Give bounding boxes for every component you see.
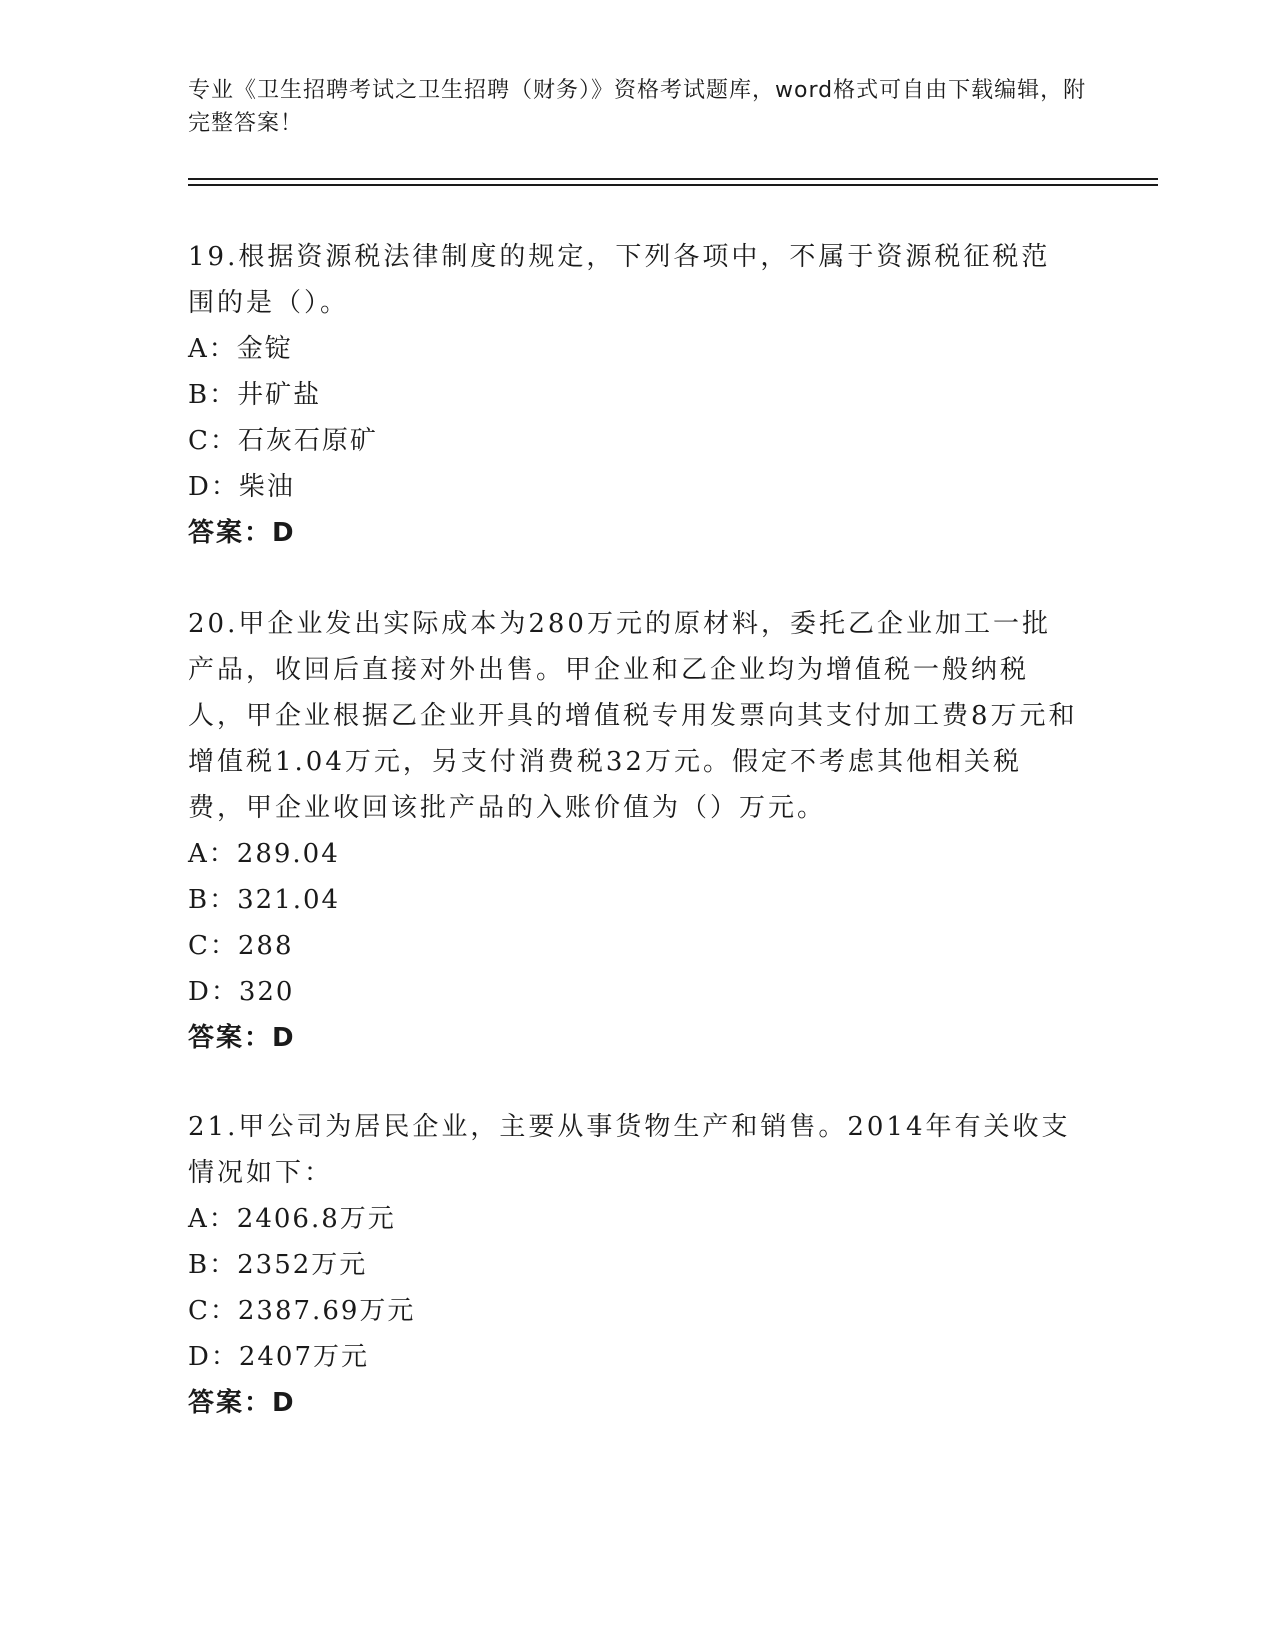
question-21 (188, 1104, 1078, 1426)
option-b: B：2352万元 (188, 1250, 368, 1280)
option-c: C：石灰石原矿 (188, 426, 378, 456)
option-a: A：289.04 (188, 839, 340, 869)
document-header: 专业《卫生招聘考试之卫生招聘（财务）》资格考试题库，word格式可自由下载编辑，附完整答案！ (188, 78, 1087, 136)
header-divider-bottom (188, 184, 1158, 186)
question-text: 21.甲公司为居民企业，主要从事货物生产和销售。2014年有关收支情况如下： (188, 1112, 1071, 1188)
option-b: B：321.04 (188, 885, 341, 915)
option-b: B：井矿盐 (188, 380, 322, 410)
option-d: D：2407万元 (188, 1342, 370, 1372)
option-d: D：柴油 (188, 472, 295, 502)
answer: 答案：D (188, 518, 296, 548)
question-20 (188, 601, 1078, 1061)
answer: 答案：D (188, 1388, 296, 1418)
question-text: 20.甲企业发出实际成本为280万元的原材料，委托乙企业加工一批产品，收回后直接对外出售。甲企业和乙企业均为增值税一般纳税人，甲企业根据乙企业开具的增值税专用发票向其支付加工费8万元和增值税1.04万元，另支付消费税32万元。假定不考虑其他相关税费，甲企业收回该批产品的入账价值为（）万元。 (188, 609, 1078, 823)
question-text: 19.根据资源税法律制度的规定，下列各项中，不属于资源税征税范围的是（）。 (188, 242, 1051, 318)
option-c: C：288 (188, 931, 294, 961)
option-a: A：2406.8万元 (188, 1204, 396, 1234)
answer: 答案：D (188, 1023, 296, 1053)
option-c: C：2387.69万元 (188, 1296, 416, 1326)
question-19 (188, 234, 1078, 556)
option-d: D：320 (188, 977, 295, 1007)
option-a: A：金锭 (188, 334, 293, 364)
header-divider-top (188, 178, 1158, 180)
